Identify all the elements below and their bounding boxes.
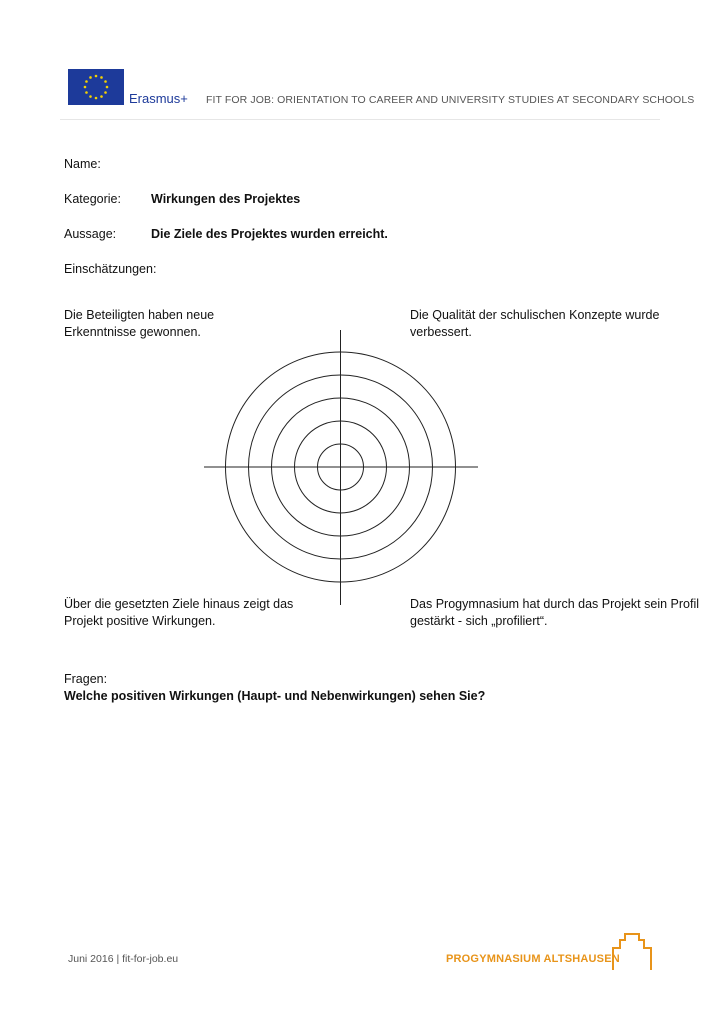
eu-star-icon	[85, 91, 88, 94]
eu-flag-icon	[68, 69, 124, 105]
quadrant-top-right-text: Die Qualität der schulischen Konzepte wurde verbessert.	[410, 308, 660, 339]
eu-star-icon	[95, 97, 98, 100]
category-value: Wirkungen des Projektes	[151, 192, 301, 206]
header-divider	[60, 119, 660, 120]
eu-star-icon	[95, 75, 98, 78]
building-outline-icon	[611, 931, 653, 971]
name-label: Name:	[64, 157, 101, 171]
eu-star-icon	[100, 95, 103, 98]
erasmus-logo-label: Erasmus+	[129, 91, 188, 106]
statement-label: Aussage:	[64, 227, 117, 241]
school-name: PROGYMNASIUM ALTSHAUSEN	[446, 953, 620, 965]
questions-label: Fragen:	[64, 672, 108, 686]
footer-date-website: Juni 2016 | fit-for-job.eu	[68, 953, 179, 965]
eu-flag-stars	[68, 69, 124, 105]
target-diagram	[196, 325, 486, 610]
eu-star-icon	[106, 86, 109, 89]
header-title: FIT FOR JOB: ORIENTATION TO CAREER AND UNIVERSITY STUDIES AT SECONDARY SCHOOLS	[206, 94, 695, 106]
eu-star-icon	[89, 76, 92, 79]
eu-star-icon	[104, 80, 107, 83]
eu-star-icon	[85, 80, 88, 83]
quadrant-bottom-left-text: Über die gesetzten Ziele hinaus zeigt das Projekt positive Wirkungen.	[64, 597, 294, 628]
eu-star-icon	[84, 86, 87, 89]
statement-value: Die Ziele des Projektes wurden erreicht.	[151, 227, 388, 241]
quadrant-top-left-text: Die Beteiligten haben neue Erkenntnisse gewonnen.	[64, 308, 215, 339]
quadrant-bottom-right-text: Das Progymnasium hat durch das Projekt sein Profil gestärkt - sich „profiliert“.	[410, 597, 700, 628]
question-text: Welche positiven Wirkungen (Haupt- und Nebenwirkungen) sehen Sie?	[64, 689, 486, 703]
eu-star-icon	[100, 76, 103, 79]
category-label: Kategorie:	[64, 192, 121, 206]
eu-star-icon	[104, 91, 107, 94]
assessments-label: Einschätzungen:	[64, 262, 157, 276]
eu-star-icon	[89, 95, 92, 98]
